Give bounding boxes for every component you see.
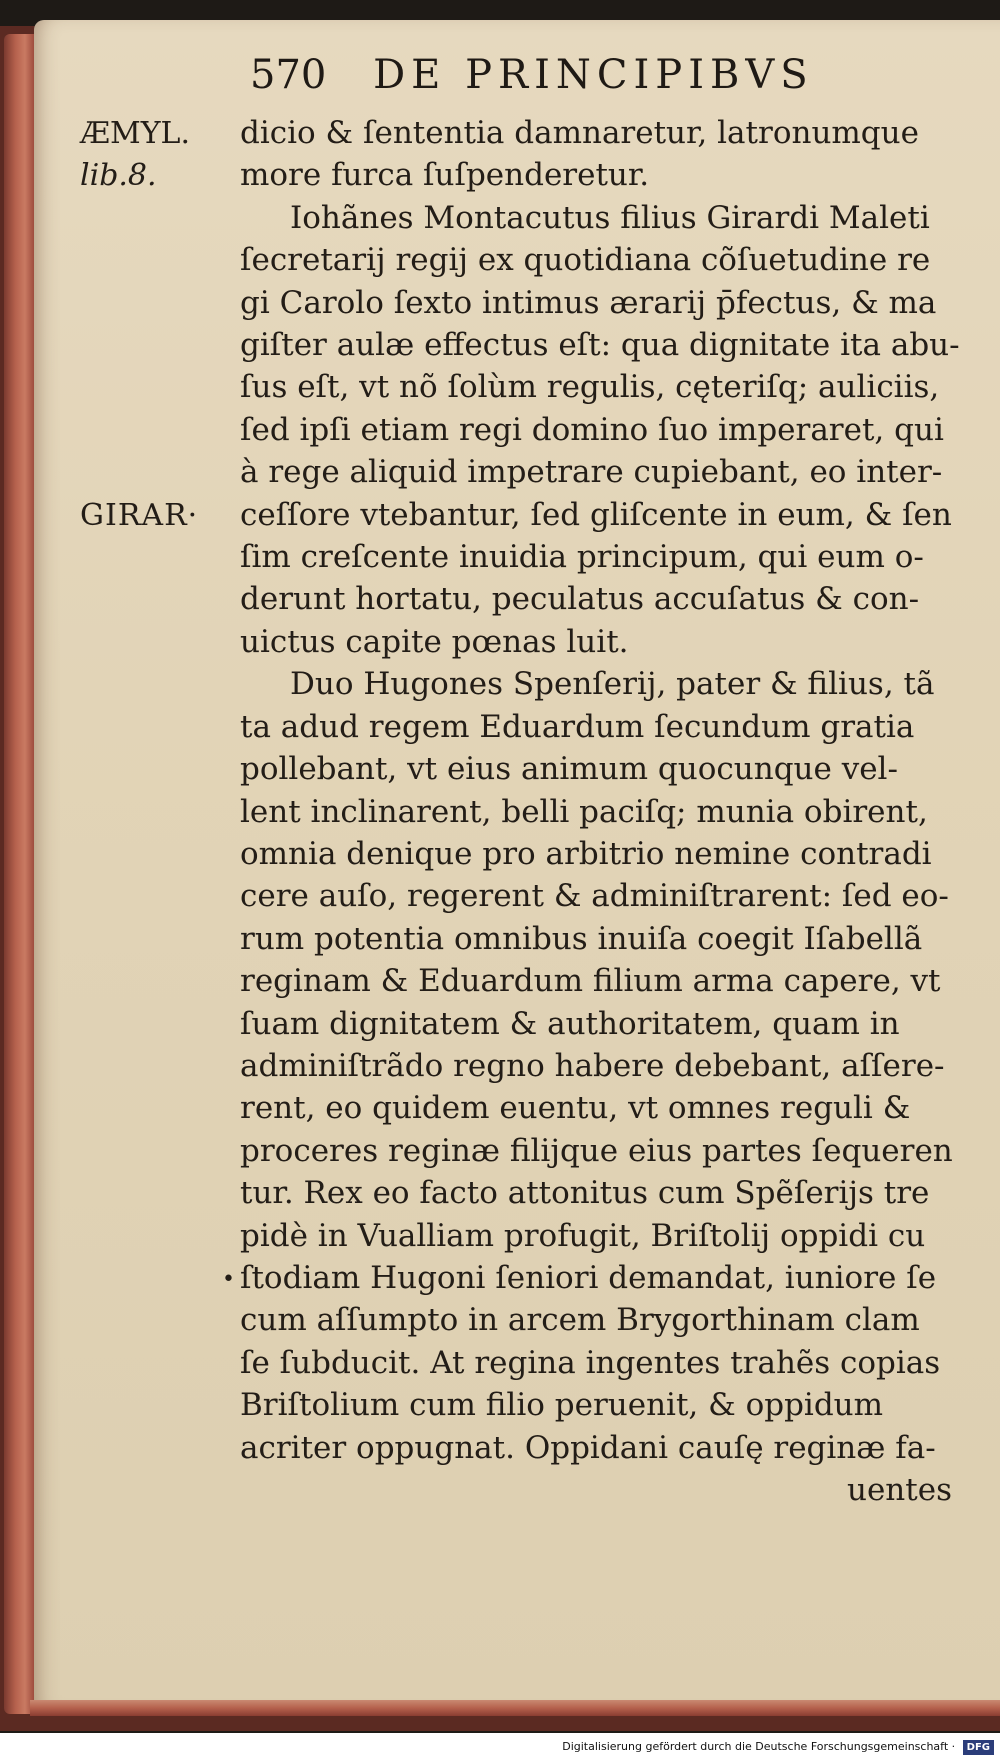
margin-note-girar: GIRAR· — [80, 498, 199, 533]
text-line: tur. Rex eo facto attonitus cum Spẽſerijs tre — [240, 1175, 930, 1212]
text-line: adminiſtrãdo regno habere debebant, aſſere- — [240, 1047, 945, 1084]
digitization-footer — [0, 1733, 1000, 1760]
margin-note-lib: lib.8. — [80, 158, 157, 193]
text-line: ſim creſcente inuidia principum, qui eum o- — [240, 539, 924, 576]
text-line: cum aſſumpto in arcem Brygorthinam clam — [240, 1302, 920, 1339]
page-edge-bottom — [30, 1700, 1000, 1716]
text-line: dicio & ſententia damnaretur, latronumque — [240, 115, 919, 151]
text-line: ſed ipſi etiam regi domino ſuo imperaret, qui — [240, 411, 944, 448]
running-header — [250, 52, 814, 98]
text-line: omnia denique pro arbitrio nemine contradi — [240, 835, 932, 872]
text-line: Iohãnes Montacutus filius Girardi Maleti — [290, 199, 930, 236]
text-line: ſecretarij regij ex quotidiana cõſuetudine re — [240, 242, 931, 279]
text-line: ſtodiam Hugoni ſeniori demandat, iuniore ſe — [240, 1259, 937, 1296]
page-number: 570 — [250, 52, 327, 98]
text-line: pidè in Vualliam profugit, Briſtolij oppidi cu — [240, 1217, 926, 1254]
text-line: more furca ſuſpenderetur. — [240, 157, 650, 194]
body-text — [240, 112, 980, 1511]
text-line: giſter aulæ effectus eſt: qua dignitate ita abu- — [240, 327, 960, 364]
text-line: ſus eſt, vt nõ ſolùm regulis, cęteriſq; auliciis, — [240, 369, 940, 406]
text-line: rent, eo quidem euentu, vt omnes reguli & — [240, 1090, 911, 1127]
text-line: derunt hortatu, peculatus accuſatus & con- — [240, 581, 920, 618]
text-line: acriter oppugnat. Oppidani cauſę reginæ fa- — [240, 1429, 936, 1466]
text-line: pollebant, vt eius animum quocunque vel- — [240, 751, 898, 788]
text-line: uictus capite pœnas luit. — [240, 623, 629, 660]
text-line: Briſtolium cum filio peruenit, & oppidum — [240, 1387, 884, 1424]
text-line: ſuam dignitatem & authoritatem, quam in — [240, 1005, 900, 1042]
margin-mark: • — [222, 1267, 235, 1292]
text-line: lent inclinarent, belli paciſq; munia obirent, — [240, 793, 928, 830]
running-title: DE PRINCIPIBVS — [373, 52, 814, 98]
text-line: ſe ſubducit. At regina ingentes trahẽs copias — [240, 1344, 941, 1381]
text-line: uentes — [847, 1472, 952, 1508]
text-line: ceſſore vtebantur, ſed gliſcente in eum, & ſen — [240, 496, 952, 533]
text-line: à rege aliquid impetrare cupiebant, eo inter- — [240, 454, 943, 491]
text-line: ta adud regem Eduardum ſecundum gratia — [240, 708, 915, 745]
dfg-logo: DFG — [963, 1740, 994, 1755]
text-line: gi Carolo ſexto intimus ærarij p̄fectus, & ma — [240, 284, 937, 321]
margin-note-aemyl: ÆMYL. — [80, 116, 191, 151]
text-line: Duo Hugones Spenſerij, pater & filius, tã — [290, 666, 935, 703]
footer-credit: Digitalisierung gefördert durch die Deutsche Forschungsgemeinschaft · — [562, 1740, 956, 1753]
text-line: cere auſo, regerent & adminiſtrarent: ſed eo- — [240, 878, 949, 915]
text-line: proceres reginæ filijque eius partes ſequeren — [240, 1132, 953, 1169]
text-line: rum potentia omnibus inuiſa coegit Iſabellã — [240, 920, 923, 957]
text-line: reginam & Eduardum filium arma capere, vt — [240, 963, 941, 1000]
